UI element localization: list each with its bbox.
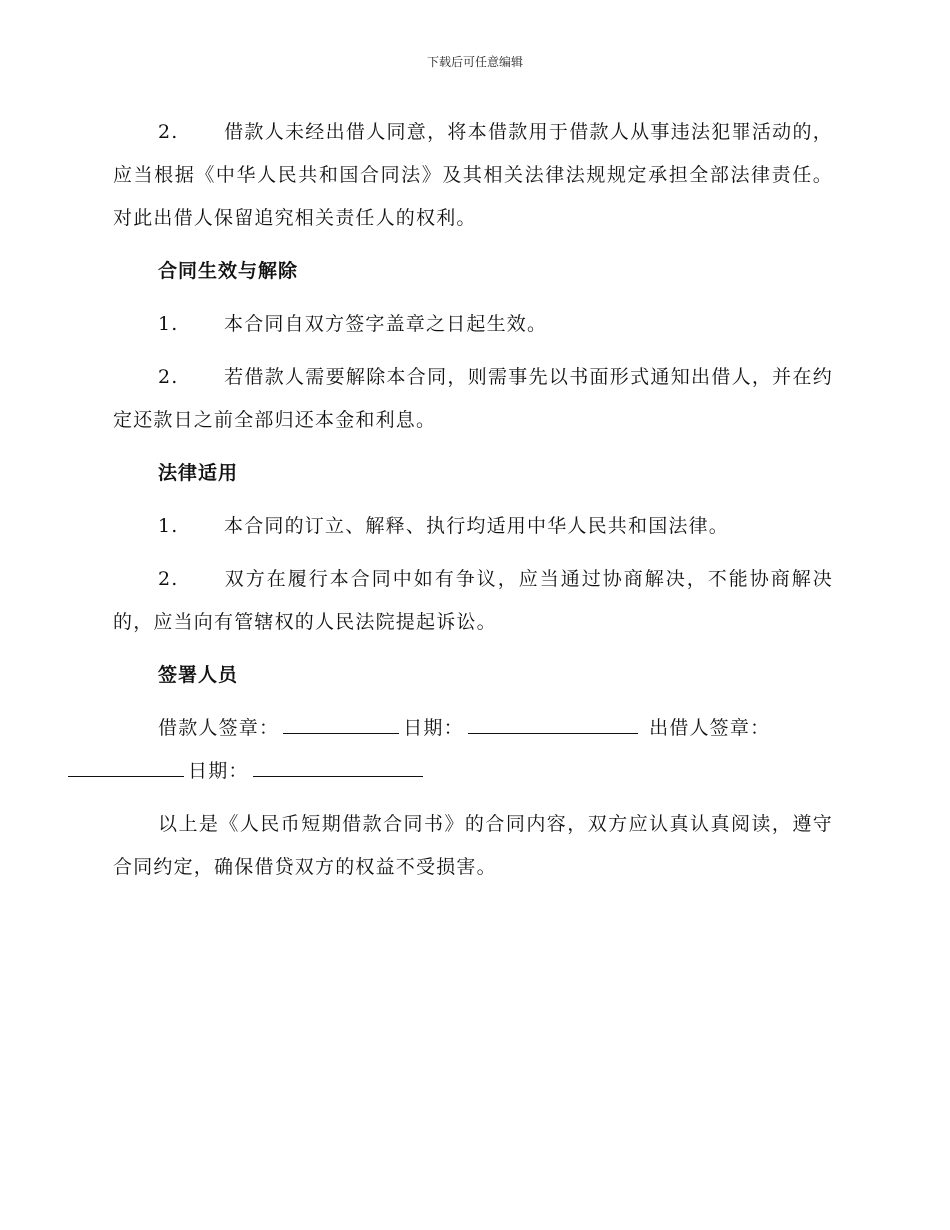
clause-effect-item-2 [113, 356, 833, 442]
clause-law-item-2 [113, 558, 833, 644]
clause-number: 1. [158, 313, 179, 335]
clause-effect-item-1 [113, 303, 833, 346]
section-heading-effect: 合同生效与解除 [158, 260, 299, 282]
clause-text: 借款人未经出借人同意，将本借款用于借款人从事违法犯罪活动的，应当根据《中华人民共和国合同法》及其相关法律法规规定承担全部法律责任。对此出借人保留追究相关责任人的权利。 [113, 121, 833, 229]
clause-number: 2. [158, 121, 179, 143]
lender-signature-line[interactable] [68, 754, 184, 777]
borrower-signature-label: 借款人签章： [158, 717, 280, 739]
lender-signature-label: 出借人签章： [649, 717, 771, 739]
clause-text: 本合同的订立、解释、执行均适用中华人民共和国法律。 [224, 515, 730, 537]
lender-date-line[interactable] [253, 754, 423, 777]
section-heading-signatories: 签署人员 [158, 664, 239, 686]
clause-text: 若借款人需要解除本合同，则需事先以书面形式通知出借人，并在约定还款日之前全部归还本金和利息。 [113, 366, 833, 431]
borrower-signature-line[interactable] [283, 711, 399, 734]
borrower-date-line[interactable] [468, 711, 638, 734]
clause-law-item-1 [113, 505, 833, 548]
clause-number: 2. [158, 366, 179, 388]
clause-text: 本合同自双方签字盖章之日起生效。 [224, 313, 548, 335]
clause-number: 2. [158, 568, 179, 590]
closing-paragraph: 以上是《人民币短期借款合同书》的合同内容，双方应认真认真阅读，遵守合同约定，确保借贷双方的权益不受损害。 [113, 813, 833, 878]
document-body [113, 111, 833, 889]
clause-number: 1. [158, 515, 179, 537]
clause-text: 双方在履行本合同中如有争议，应当通过协商解决，不能协商解决的，应当向有管辖权的人民法院提起诉讼。 [113, 568, 833, 633]
date-label-lender: 日期： [188, 760, 249, 782]
clause-prev-item-2 [113, 111, 833, 240]
section-heading-law: 法律适用 [158, 462, 239, 484]
date-label-borrower: 日期： [403, 717, 464, 739]
page-header-note: 下载后可任意编辑 [426, 55, 523, 69]
signature-block [113, 707, 833, 793]
